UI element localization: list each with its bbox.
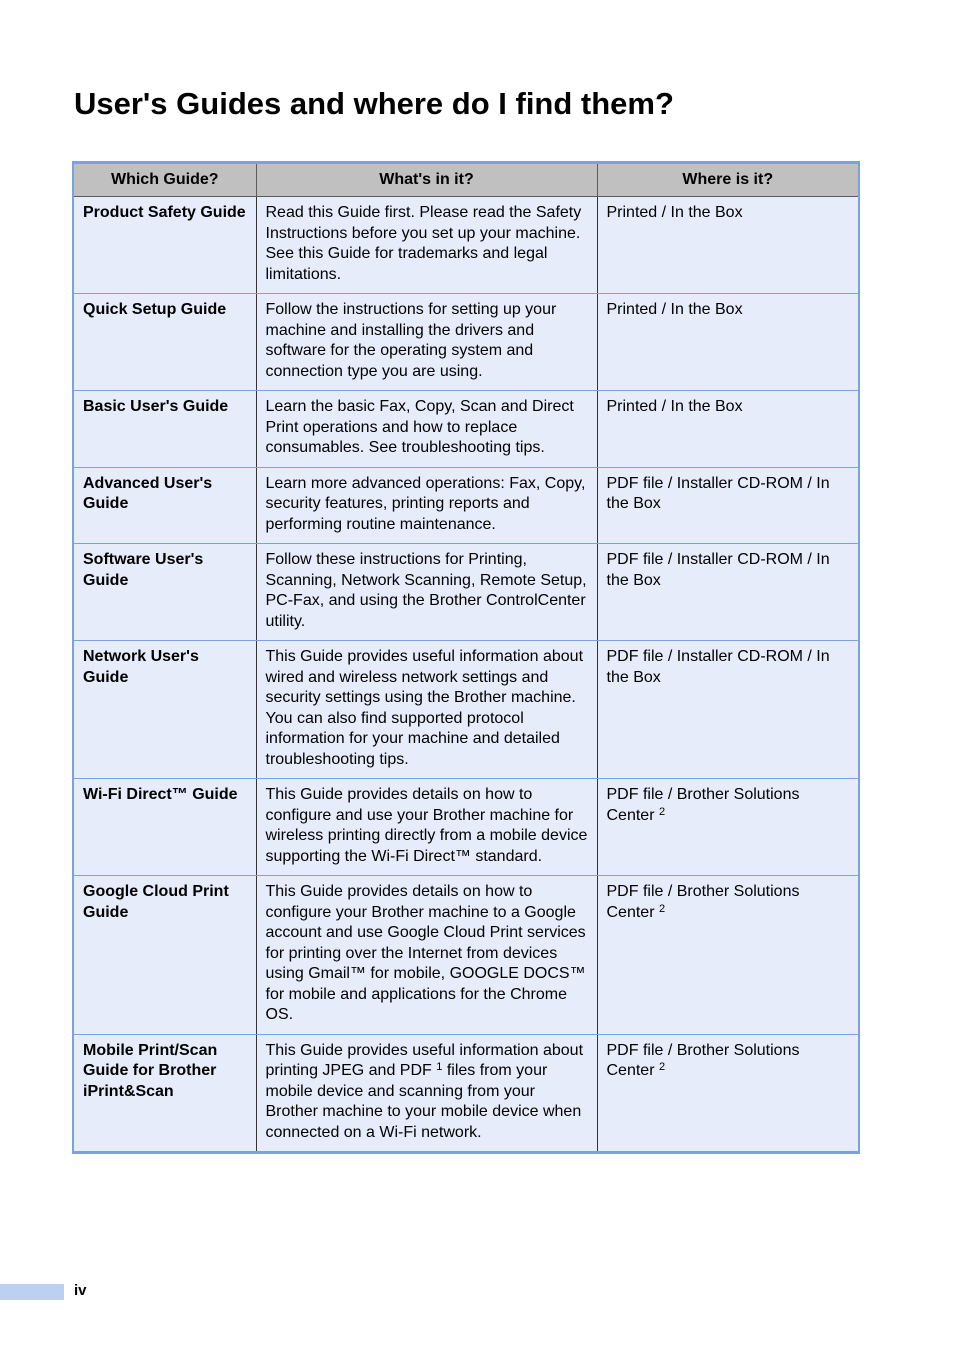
table-header-row <box>73 163 859 197</box>
guide-location: Printed / In the Box <box>597 391 859 468</box>
guide-description: Learn more advanced operations: Fax, Copy, security features, printing reports and performing routine maintenance. <box>256 467 597 544</box>
guide-description <box>256 1034 597 1153</box>
table-row <box>73 779 859 876</box>
header-which-guide: Which Guide? <box>73 163 256 197</box>
location-text: PDF file / Brother Solutions Center <box>606 786 800 824</box>
table-row <box>73 876 859 1035</box>
guide-name: Product Safety Guide <box>73 197 256 294</box>
guide-description: This Guide provides details on how to configure your Brother machine to a Google account and use Google Cloud Print services for printing over the Internet from devices using Gmail™ for mobile, GOOGLE DOCS™ for mobile and applications for the Chrome OS. <box>256 876 597 1035</box>
table-row <box>73 391 859 468</box>
guide-name: Network User's Guide <box>73 641 256 779</box>
footnote-ref: 1 <box>436 1061 443 1073</box>
guide-name: Google Cloud Print Guide <box>73 876 256 1035</box>
guide-location: PDF file / Installer CD-ROM / In the Box <box>597 641 859 779</box>
guide-description: This Guide provides details on how to configure and use your Brother machine for wireless printing directly from a mobile device supporting the Wi-Fi Direct™ standard. <box>256 779 597 876</box>
guide-name: Quick Setup Guide <box>73 294 256 391</box>
location-text: PDF file / Brother Solutions Center <box>606 883 800 921</box>
guide-description: Follow the instructions for setting up your machine and installing the drivers and software for the operating system and connection type you are using. <box>256 294 597 391</box>
guide-location: PDF file / Installer CD-ROM / In the Box <box>597 544 859 641</box>
guide-name: Software User's Guide <box>73 544 256 641</box>
guide-location <box>597 876 859 1035</box>
guide-location: Printed / In the Box <box>597 197 859 294</box>
guide-description: Learn the basic Fax, Copy, Scan and Direct Print operations and how to replace consumables. See troubleshooting tips. <box>256 391 597 468</box>
page-tab-marker <box>0 1284 64 1300</box>
description-text: files from your mobile device and scanning from your Brother machine to your mobile device when connected on a Wi-Fi network. <box>265 1062 582 1141</box>
table-row <box>73 467 859 544</box>
table-row <box>73 544 859 641</box>
guide-description: Read this Guide first. Please read the Safety Instructions before you set up your machine. See this Guide for trademarks and legal limitations. <box>256 197 597 294</box>
footnote-ref: 2 <box>658 902 666 915</box>
header-where-is-it: Where is it? <box>597 163 859 197</box>
guide-name: Mobile Print/Scan Guide for Brother iPrint&Scan <box>73 1034 256 1153</box>
guide-name: Wi-Fi Direct™ Guide <box>73 779 256 876</box>
description-text: This Guide provides useful information about printing JPEG and PDF <box>265 1041 584 1079</box>
footnote-ref: 2 <box>658 805 666 818</box>
guide-name: Advanced User's Guide <box>73 467 256 544</box>
header-whats-in-it: What's in it? <box>256 163 597 197</box>
guide-location <box>597 779 859 876</box>
guide-name: Basic User's Guide <box>73 391 256 468</box>
guide-location <box>597 1034 859 1153</box>
guide-description: This Guide provides useful information about wired and wireless network settings and security settings using the Brother machine. You can also find supported protocol information for your machine and detailed troubleshooting tips. <box>256 641 597 779</box>
guides-table <box>72 161 860 1154</box>
location-text: PDF file / Brother Solutions Center <box>606 1041 800 1079</box>
table-row <box>73 197 859 294</box>
guide-description: Follow these instructions for Printing, Scanning, Network Scanning, Remote Setup, PC-Fax, and using the Brother ControlCenter utility. <box>256 544 597 641</box>
page-number: iv <box>74 1282 87 1299</box>
guide-location: PDF file / Installer CD-ROM / In the Box <box>597 467 859 544</box>
guide-location: Printed / In the Box <box>597 294 859 391</box>
table-row <box>73 1034 859 1153</box>
footnote-ref: 2 <box>658 1061 666 1073</box>
table-row <box>73 294 859 391</box>
table-row <box>73 641 859 779</box>
page-title: User's Guides and where do I find them? <box>74 86 674 121</box>
